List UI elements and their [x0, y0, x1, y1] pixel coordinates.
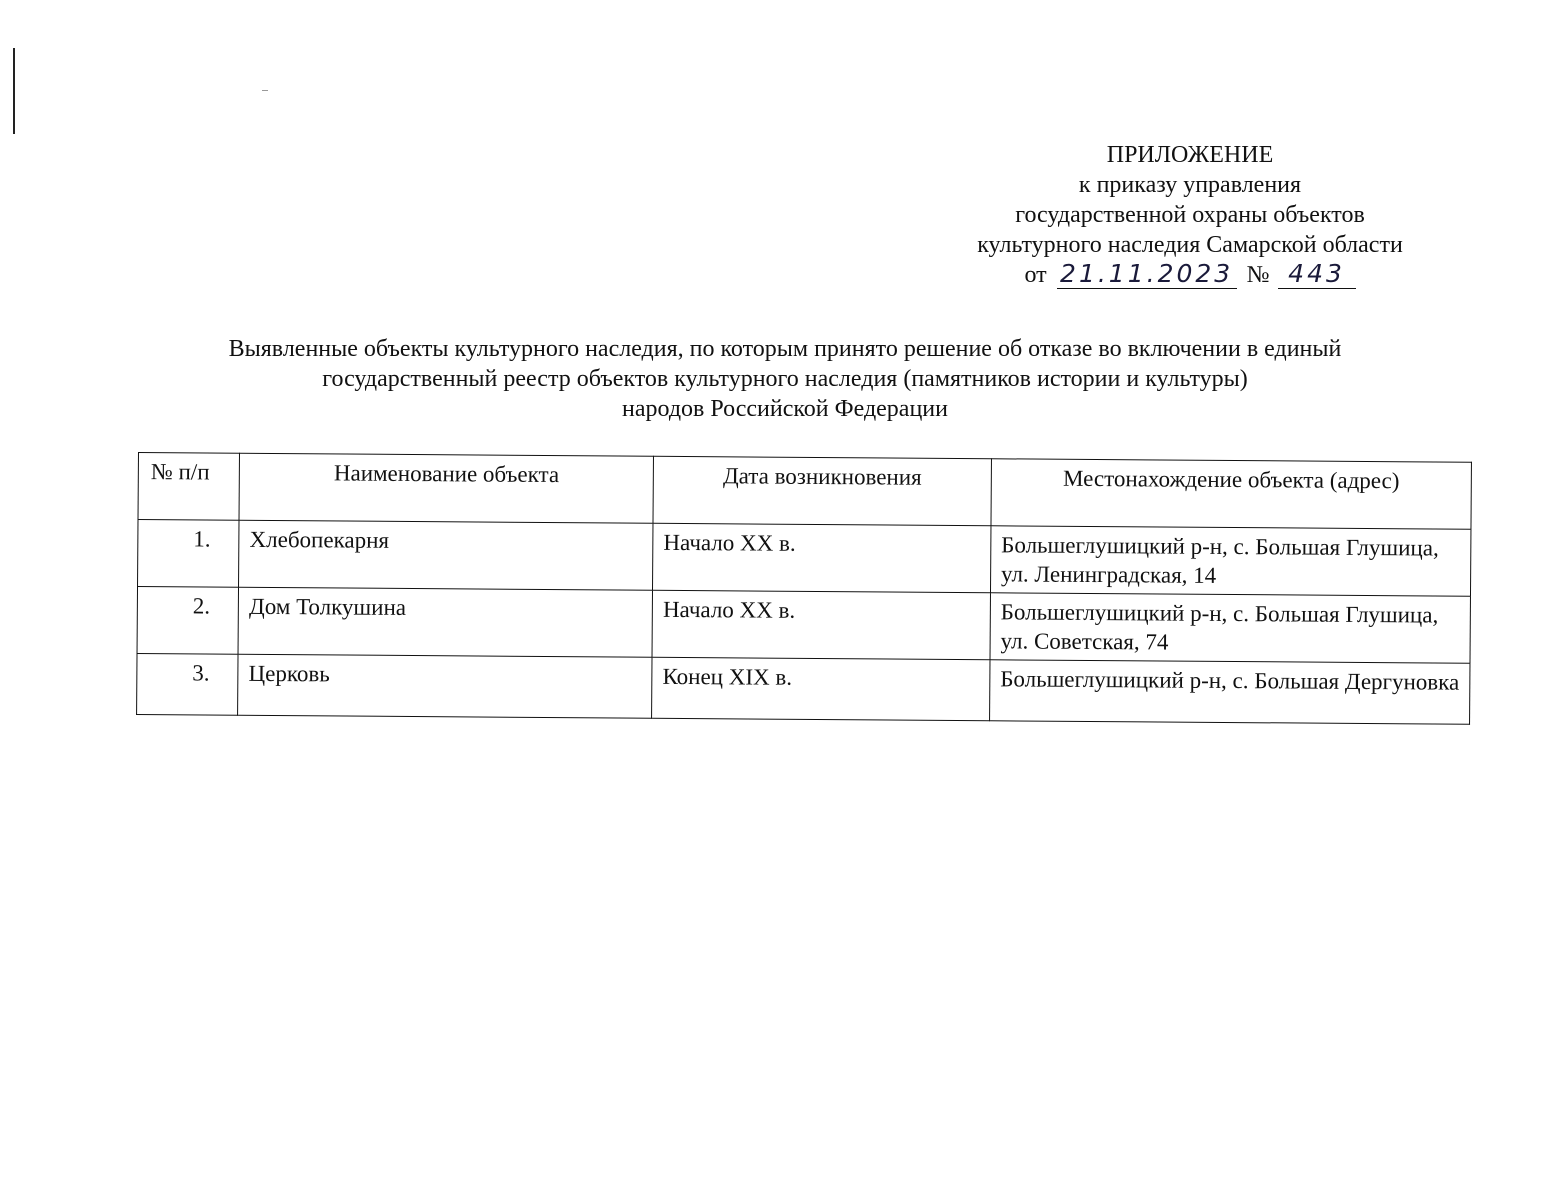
row-name: Церковь	[238, 654, 652, 718]
order-number-sign: №	[1246, 262, 1270, 288]
row-num: 1.	[138, 520, 240, 588]
row-name: Хлебопекарня	[239, 520, 653, 590]
table-row	[138, 520, 1471, 597]
objects-table-wrapper	[136, 452, 1472, 725]
row-num: 3.	[137, 653, 239, 715]
header-num: № п/п	[138, 453, 240, 521]
table-row	[137, 587, 1470, 664]
order-date-handwritten: 21.11.2023	[1057, 260, 1237, 289]
order-number-handwritten: 443	[1278, 260, 1356, 289]
row-date: Начало XX в.	[653, 523, 991, 592]
appendix-title: ПРИЛОЖЕНИЕ	[1106, 142, 1274, 168]
row-date: Начало XX в.	[652, 590, 990, 659]
heading-line-2: государственный реестр объектов культурного наследия (памятников истории и культуры)	[322, 366, 1248, 392]
appendix-line-2: государственной охраны объектов	[1015, 202, 1365, 228]
row-address: Большеглушицкий р-н, с. Большая Глушица, ул. Ленинградская, 14	[990, 526, 1471, 597]
row-date: Конец XIX в.	[652, 657, 990, 720]
heading-line-1: Выявленные объекты культурного наследия, по которым принято решение об отказе во включении в единый	[228, 336, 1342, 362]
heading-line-3: народов Российской Федерации	[622, 396, 948, 422]
header-date: Дата возникновения	[653, 456, 991, 525]
scan-speck	[262, 90, 268, 91]
row-name: Дом Толкушина	[238, 587, 652, 657]
objects-table	[136, 452, 1472, 725]
header-name: Наименование объекта	[239, 453, 653, 523]
scan-edge-mark	[13, 48, 15, 134]
row-num: 2.	[137, 587, 239, 655]
table-row	[137, 653, 1470, 724]
appendix-line-1: к приказу управления	[1078, 172, 1302, 198]
appendix-line-3: культурного наследия Самарской области	[977, 232, 1403, 258]
order-date-number-line	[940, 260, 1440, 290]
order-from-label: от	[1024, 262, 1047, 288]
row-address: Большеглушицкий р-н, с. Большая Дергуновка	[989, 660, 1470, 725]
header-address: Местонахождение объекта (адрес)	[991, 459, 1472, 530]
row-address: Большеглушицкий р-н, с. Большая Глушица, ул. Советская, 74	[990, 593, 1471, 664]
appendix-block	[940, 140, 1440, 290]
table-header-row	[138, 453, 1471, 530]
document-heading	[150, 334, 1420, 424]
